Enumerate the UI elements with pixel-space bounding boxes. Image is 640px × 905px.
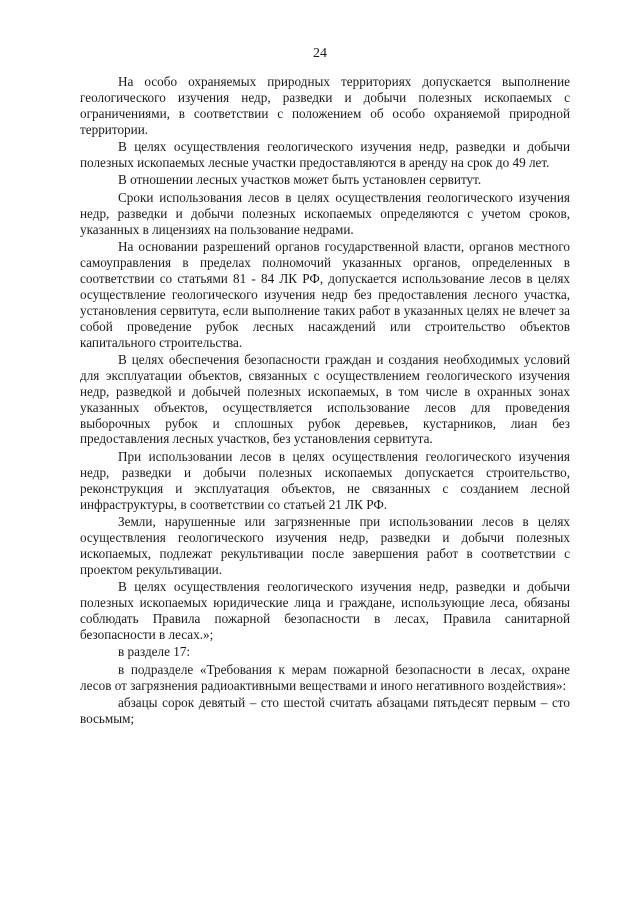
document-body <box>80 74 570 727</box>
paragraph-8: Земли, нарушенные или загрязненные при использовании лесов в целях осуществления геологического изучения недр, разведки и добычи полезных ископаемых, подлежат рекультивации после завершения работ в соответствии с проектом рекультивации. <box>80 513 570 577</box>
paragraph-7: При использовании лесов в целях осуществления геологического изучения недр, разведки и добычи полезных ископаемых допускается строительство, реконструкция и эксплуатация объектов, не связанных с созданием лесной инфраструктуры, в соответствии со статьей 21 ЛК РФ. <box>80 448 570 512</box>
paragraph-9: В целях осуществления геологического изучения недр, разведки и добычи полезных ископаемых юридические лица и граждане, использующие леса, обязаны соблюдать Правила пожарной безопасности в лесах, Правила санитарной безопасности в лесах.»; <box>80 579 570 642</box>
paragraph-2: В целях осуществления геологического изучения недр, разведки и добычи полезных ископаемых лесные участки предоставляются в аренду на срок до 49 лет. <box>80 139 570 171</box>
paragraph-1: На особо охраняемых природных территориях допускается выполнение геологического изучения недр, разведки и добычи полезных ископаемых с ограничениями, в соответствии с положением об особо охраняемой природной территории. <box>80 74 570 137</box>
paragraph-5: На основании разрешений органов государственной власти, органов местного самоуправления в пределах полномочий указанных органов, определенных в соответствии со статьями 81 - 84 ЛК РФ, допускается использование лесов в целях осуществление геологического изучения недр без предоставления лесного участка, установления сервитута, если выполнение таких работ в указанных целях не влечет за собой проведение рубок лесных насаждений или строительство объектов капитального строительства. <box>80 239 570 350</box>
paragraph-12: абзацы сорок девятый – сто шестой считать абзацами пятьдесят первым – сто восьмым; <box>80 694 570 726</box>
page-number: 24 <box>313 46 327 61</box>
paragraph-10: в разделе 17: <box>118 644 191 660</box>
paragraph-4: Сроки использования лесов в целях осуществления геологического изучения недр, разведки и добычи полезных ископаемых определяются с учетом сроков, указанных в лицензиях на пользование недрами. <box>80 189 570 237</box>
paragraph-6: В целях обеспечения безопасности граждан и создания необходимых условий для эксплуатации объектов, связанных с осуществлением геологического изучения недр, разведкой и добычей полезных ископаемых, в том числе в охранных зонах указанных объектов, осуществляется использование лесов для проведения выборочных рубок и сплошных рубок деревьев, кустарников, лиан без предоставления лесных участков, без установления сервитута. <box>80 351 570 447</box>
paragraph-3: В отношении лесных участков может быть установлен сервитут. <box>118 172 482 188</box>
paragraph-11: в подразделе «Требования к мерам пожарной безопасности в лесах, охране лесов от загрязнения радиоактивными веществами и иного негативного воздействия»: <box>80 661 570 693</box>
